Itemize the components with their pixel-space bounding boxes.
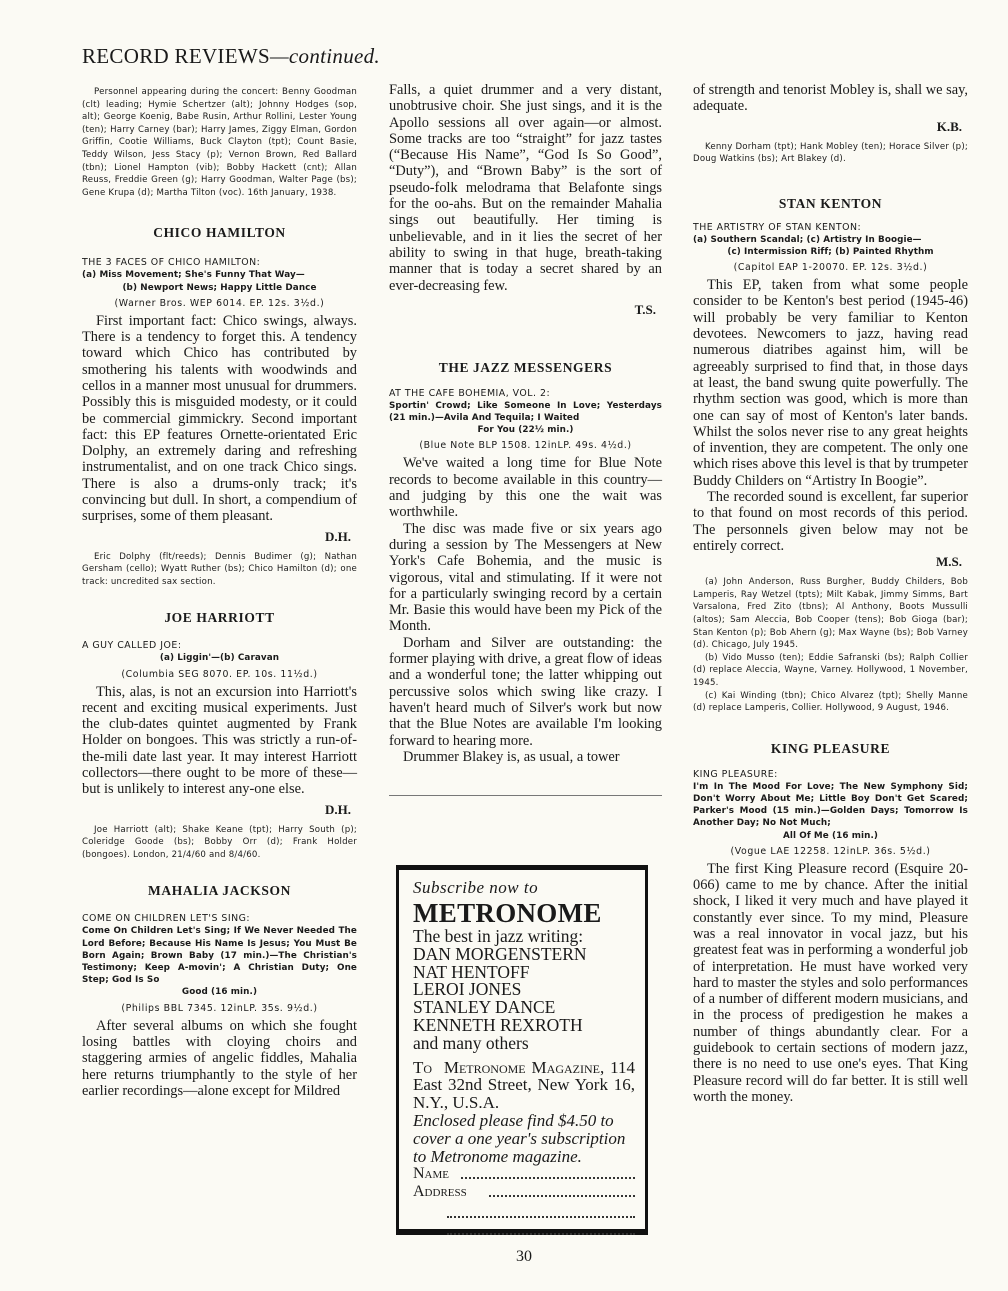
personnel: Joe Harriott (alt); Shake Keane (tpt); Harry South (p); Coleridge Goode (bs); Bobby Orr (d); Frank Holder (bongoes). London, 21/4/60 and 8/4/60. — [82, 824, 357, 860]
ad-tagline: The best in jazz writing: — [413, 926, 584, 946]
track-list — [82, 269, 357, 293]
tracks-last: Good (16 min.) — [181, 987, 258, 998]
track-list — [82, 652, 357, 664]
reviewer-initials: K.B. — [936, 118, 962, 134]
ad-address: 114 East 32nd Street, New York 16, N.Y., U.S.A. — [413, 1057, 636, 1113]
ad-enclosed-text: Enclosed please find $4.50 to cover a one year's subscription to Metronome magazine. — [413, 1110, 626, 1166]
review-body — [389, 455, 662, 765]
tracks-text: Sportin' Crowd; Like Someone In Love; Yesterdays (21 min.)—Avila And Tequila; I Waited — [389, 400, 662, 424]
review-paragraph: This, alas, is not an excursion into Harriott's recent and exciting musical experiments. Just the club-dates quintet augmented by Frank Holder on bongoes. This was strictly a run-of-the-mili date last year. It may interest Harriott collectors—there ought to be more of these—but is unlikely to interest any-one else. — [82, 683, 357, 798]
review-paragraph: This EP, taken from what some people consider to be Kenton's best period (1945-46) will probably be very familiar to Kenton devotees. Newcomers to jazz, having read numerous diatribes against him, will be agreeably surprised to find that, in those days at least, the band swung quite powerfully. The rhythm section was good, which is more than one can say of most of Kenton's later bands. Whilst the solos never rise to any great heights of invention, they are competent. The only one which rises above this level is that by trumpeter Buddy Childers on “Artistry In Boogie”. — [693, 277, 968, 489]
record-title: THE ARTISTRY OF STAN KENTON: — [693, 221, 862, 233]
tracks-text: I'm In The Mood For Love; The New Symphony Sid; Don't Worry About Me; Little Boy Don't Get Scared; Parker's Mood (15 min.)—Golden Days; Tomorrow Is Another Day; No Not Much; — [693, 781, 968, 829]
review-paragraph: After several albums on which she fought losing battles with cloying choirs and staggering armies of angelic fiddles, Mahalia here returns triumphantly to the style of her earlier recordings—alone except for Mildred — [82, 1017, 357, 1099]
tracks-last: (c) Intermission Riff; (b) Painted Rhythm — [727, 246, 934, 257]
reviewer-initials: D.H. — [325, 528, 351, 544]
name-field[interactable] — [413, 1165, 635, 1183]
track-list — [693, 781, 968, 842]
ad-writer: STANLEY DANCE — [413, 997, 556, 1018]
column-1 — [82, 80, 357, 1099]
divider-rule — [389, 795, 662, 796]
tracks-last: All Of Me (16 min.) — [782, 830, 879, 841]
track-list — [389, 400, 662, 437]
personnel: Kenny Dorham (tpt); Hank Mobley (ten); Horace Silver (p); Doug Watkins (bs); Art Blakey (d). — [693, 141, 968, 165]
ad-title: METRONOME — [413, 898, 602, 928]
review-body — [82, 684, 357, 798]
tracks-last: For You (22½ min.) — [477, 425, 574, 436]
review-heading-stan-kenton: STAN KENTON — [778, 195, 883, 211]
review-body — [82, 313, 357, 525]
review-heading-mahalia-jackson: MAHALIA JACKSON — [148, 883, 291, 899]
ad-writer: KENNETH REXROTH — [413, 1014, 583, 1035]
review-body — [693, 277, 968, 554]
address-field[interactable] — [413, 1183, 635, 1201]
mahalia-review-continued — [389, 82, 662, 294]
personnel: (b) Vido Musso (ten); Eddie Safranski (bs); Ralph Collier (d) replace Aleccia, Wayne, Varney. Hollywood, 1 November, 1945. — [693, 652, 968, 688]
review-paragraph: Drummer Blakey is, as usual, a tower — [403, 748, 620, 765]
review-paragraph: First important fact: Chico swings, always. There is a tendency to forget this. A tendency toward which Chico has contributed by smothering his talents with woodwinds and cellos in a manner most unusual for drummers. Possibly this is misguided modesty, or it could be commercial gimmickry. Second important fact: this EP features Ornette-orientated Eric Dolphy, an extremely daring and refreshing instrumentalist, and on one track Chico sings. There is also a drums-only track; it's convincing but dull. In short, a compendium of surprises, some of them pleasant. — [82, 312, 357, 525]
page-header — [82, 44, 380, 69]
tracks-last: (b) Newport News; Happy Little Dance — [122, 282, 317, 293]
record-label: (Warner Bros. WEP 6014. EP. 12s. 3½d.) — [114, 297, 325, 309]
goodman-personnel: Personnel appearing during the concert: Benny Goodman (clt) leading; Hymie Schertzer (alt); Johnny Hodges (sop, alt); George Koenig, Babe Rusin, Arthur Rollini, Lester Young (ten); Harry Carney (bar); Harry James, Ziggy Elman, Gordon Griffin, Cootie Williams, Buck Clayton (tpt); Count Basie, Teddy Wilson, Jess Stacy (p); Vernon Brown, Red Ballard (tbn); Lionel Hampton (vib); Bobby Hackett (cnt); Allan Reuss, Freddie Green (g); Harry Goodman, Walter Page (bs); Gene Krupa (d); Martha Tilton (voc). 16th January, 1938. — [82, 87, 357, 198]
review-paragraph: The first King Pleasure record (Esquire 20-066) came to me by chance. After the initial shock, I liked it very much and have played it constantly ever since. To my mind, Pleasure was a real innovator in vocal jazz, but his greatest feat was in performing a wonderful job of interpretation. He must have worked very hard to master the styles and solo performances of a number of different modern musicians, and in the process of predigestion he makes a number of things abundantly clear. For a guidebook to certain sections of modern jazz, there is no need to use one's eyes. That King Pleasure record will do far better. It is still well worth the money. — [693, 860, 968, 1105]
column-2 — [389, 80, 662, 796]
review-paragraph: Falls, a quiet drummer and a very distant, unobtrusive choir. She just sings, and it is the Apollo sessions all over again—or almost. Some tracks are too “straight” for jazz tastes (“Because His Name”, “God Is So Good”, “Duty”), and “Brown Baby” is the sort of pseudo-folk melodrama that Belafonte sings for the oo-ahs. But on the remainder Mahalia sings out beautifully. Her timing is unbelievable, and in it lies the secret of her ability to swing in that huge, breath-taking manner that is today a secret shared by an ever-decreasing few. — [389, 82, 662, 294]
name-blank[interactable] — [461, 1165, 635, 1179]
ad-to: To — [413, 1057, 433, 1077]
ad-address-block — [413, 1059, 635, 1112]
reviewer-initials: D.H. — [325, 801, 351, 817]
review-paragraph: Dorham and Silver are outstanding: the former playing with drive, a great flow of ideas and a wonderful tone; the latter whipping out percussive solos which swing like crazy. I haven't heard much of Silver's work but now that the Blue Notes are available I'm looking forward to hearing more. — [389, 634, 662, 749]
personnel: Eric Dolphy (flt/reeds); Dennis Budimer (g); Nathan Gersham (cello); Wyatt Ruther (bs); Chico Hamilton (d); one track: uncredited sax section. — [82, 551, 357, 587]
ad-others: and many others — [413, 1032, 529, 1053]
page-number: 30 — [516, 1248, 532, 1265]
review-heading-jazz-messengers: THE JAZZ MESSENGERS — [438, 359, 613, 375]
review-paragraph: of strength and tenorist Mobley is, shall we say, adequate. — [693, 82, 968, 115]
record-label: (Blue Note BLP 1508. 12inLP. 49s. 4½d.) — [419, 440, 632, 452]
reviewer-initials: T.S. — [634, 301, 656, 317]
address-blank-line-3[interactable] — [447, 1218, 635, 1235]
messengers-review-continued — [693, 82, 968, 115]
review-paragraph: We've waited a long time for Blue Note records to become available in this country—and judging by this one the wait was worthwhile. — [389, 455, 662, 521]
review-heading-joe-harriott: JOE HARRIOTT — [164, 610, 275, 626]
review-heading-king-pleasure: KING PLEASURE — [770, 740, 891, 756]
track-list — [693, 234, 968, 258]
tracks-text: Come On Children Let's Sing; If We Never Needed The Lord Before; Because His Name Is Jesus; You Must Be Born Again; Brown Baby (17 min.)—The Christian's Testimony; Keep A-movin'; A Christian Duty; One Step; God Is So — [82, 926, 357, 986]
record-title: A GUY CALLED JOE: — [82, 640, 182, 652]
address-blank[interactable] — [489, 1183, 635, 1197]
name-label: Name — [413, 1165, 449, 1183]
reviewer-initials: M.S. — [936, 554, 962, 570]
ad-writer: LEROI JONES — [413, 979, 522, 1000]
record-title: COME ON CHILDREN LET'S SING: — [82, 913, 251, 925]
record-label: (Vogue LAE 12258. 12inLP. 36s. 5½d.) — [730, 845, 931, 857]
section-continued: —continued. — [269, 44, 380, 68]
personnel: (a) John Anderson, Russ Burgher, Buddy Childers, Bob Lamperis, Ray Wetzel (tpts); Milt Kabak, Jimmy Simms, Bart Varsalona, Fred Zito (tbns); Al Anthony, Boots Mussulli (altos); Sam Aleccia, Bob Cooper (tens); Bob Gioga (bar); Stan Kenton (p); Bob Ahern (g); Max Wayne (bs); Bob Varney (d). Chicago, July 1945. — [693, 577, 968, 651]
record-label: (Philips BBL 7345. 12inLP. 35s. 9½d.) — [121, 1002, 318, 1014]
ad-magazine: Metronome Magazine, — [443, 1057, 605, 1077]
review-heading-chico-hamilton: CHICO HAMILTON — [153, 225, 286, 241]
tracks-last: (a) Liggin'—(b) Caravan — [159, 653, 280, 664]
address-label: Address — [413, 1183, 467, 1201]
record-title: KING PLEASURE: — [693, 768, 778, 780]
section-title: RECORD REVIEWS — [82, 44, 270, 68]
review-body — [82, 1018, 357, 1099]
ad-writer: DAN MORGENSTERN — [413, 943, 587, 964]
record-title: THE 3 FACES OF CHICO HAMILTON: — [82, 257, 261, 269]
personnel: (c) Kai Winding (tbn); Chico Alvarez (tpt); Shelly Manne (d) replace Lamperis, Collier. Hollywood, 9 August, 1946. — [693, 690, 968, 714]
track-list — [82, 925, 357, 998]
record-title: AT THE CAFE BOHEMIA, VOL. 2: — [389, 387, 551, 399]
record-label: (Columbia SEG 8070. EP. 10s. 11½d.) — [121, 668, 318, 680]
review-paragraph: The disc was made five or six years ago during a session by The Messengers at New York's Cafe Bohemia, and the music is vigorous, vital and stimulating. If it were not for a particularly swinging record by a certain Mr. Basie this would have been my Pick of the Month. — [389, 520, 662, 635]
column-3 — [693, 80, 968, 1105]
review-paragraph: The recorded sound is excellent, far superior to that found on most records of this period. The personnels given below may not be entirely correct. — [693, 489, 968, 554]
ad-writer: NAT HENTOFF — [413, 961, 530, 982]
tracks-text: (a) Southern Scandal; (c) Artistry In Boogie— — [693, 234, 922, 245]
record-label: (Capitol EAP 1-20070. EP. 12s. 3½d.) — [733, 262, 928, 274]
review-body — [693, 861, 968, 1105]
ad-subscribe-text: Subscribe now to — [413, 878, 539, 897]
tracks-text: (a) Miss Movement; She's Funny That Way— — [82, 270, 305, 281]
address-blank-line-2[interactable] — [447, 1201, 635, 1218]
metronome-subscription-ad — [396, 865, 648, 1235]
